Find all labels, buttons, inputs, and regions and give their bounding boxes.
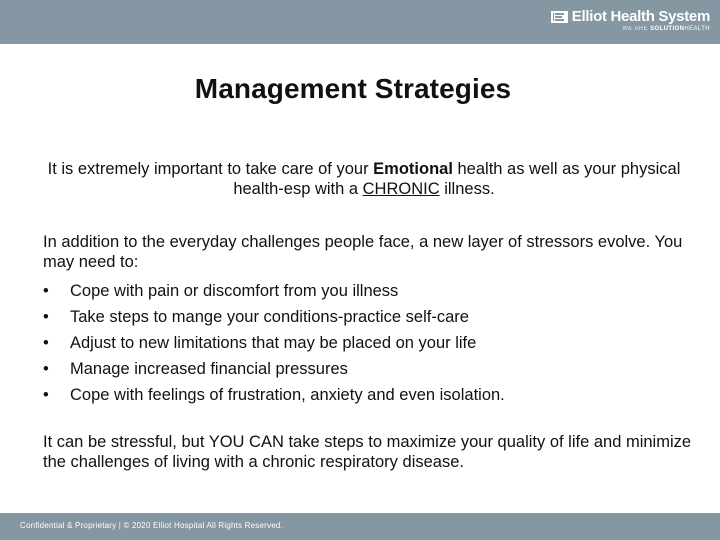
intro-text-3: illness. — [439, 180, 495, 198]
bullet-icon: • — [43, 360, 49, 378]
intro-text-1: It is extremely important to take care of your — [47, 160, 374, 178]
elliot-logo-mark-icon — [551, 11, 568, 23]
stressors-section — [43, 232, 703, 408]
brand-tagline — [551, 26, 710, 33]
bullet-text: Cope with feelings of frustration, anxiety and even isolation. — [70, 386, 505, 404]
bullet-text: Take steps to mange your conditions-practice self-care — [70, 308, 469, 326]
bullet-icon: • — [43, 334, 49, 352]
list-item — [43, 356, 703, 382]
intro-underlined: CHRONIC — [362, 180, 440, 198]
intro-text-2: health as well as your physical health-esp with a — [233, 160, 681, 198]
lead-paragraph: In addition to the everyday challenges people face, a new layer of stressors evolve. You may need to: — [43, 233, 683, 271]
list-item — [43, 278, 703, 304]
bullet-text: Adjust to new limitations that may be placed on your life — [70, 334, 477, 352]
bullet-icon: • — [43, 282, 49, 300]
brand-name: Elliot Health System — [571, 8, 710, 25]
tagline-health: HEALTH — [684, 26, 710, 32]
brand-logo — [551, 9, 710, 33]
list-item — [43, 382, 703, 408]
list-item — [43, 330, 703, 356]
bullet-text: Manage increased financial pressures — [70, 360, 348, 378]
bullet-list — [43, 278, 703, 408]
logo-row — [551, 9, 710, 25]
bullet-icon: • — [43, 386, 49, 404]
tagline-prefix: WE ARE — [622, 26, 649, 32]
intro-emphasis: Emotional — [373, 160, 453, 178]
tagline-solution: SOLUTION — [650, 26, 685, 32]
intro-paragraph — [40, 159, 688, 199]
bullet-text: Cope with pain or discomfort from you illness — [70, 282, 399, 300]
bullet-icon: • — [43, 308, 49, 326]
closing-paragraph: It can be stressful, but YOU CAN take steps to maximize your quality of life and minimize the challenges of living with a chronic respiratory disease. — [43, 433, 692, 471]
list-item — [43, 304, 703, 330]
header-bar — [0, 0, 720, 44]
footer-copyright: Confidential & Proprietary | © 2020 Elliot Hospital All Rights Reserved. — [20, 521, 283, 530]
footer-bar — [0, 513, 720, 540]
slide-title: Management Strategies — [194, 73, 512, 104]
